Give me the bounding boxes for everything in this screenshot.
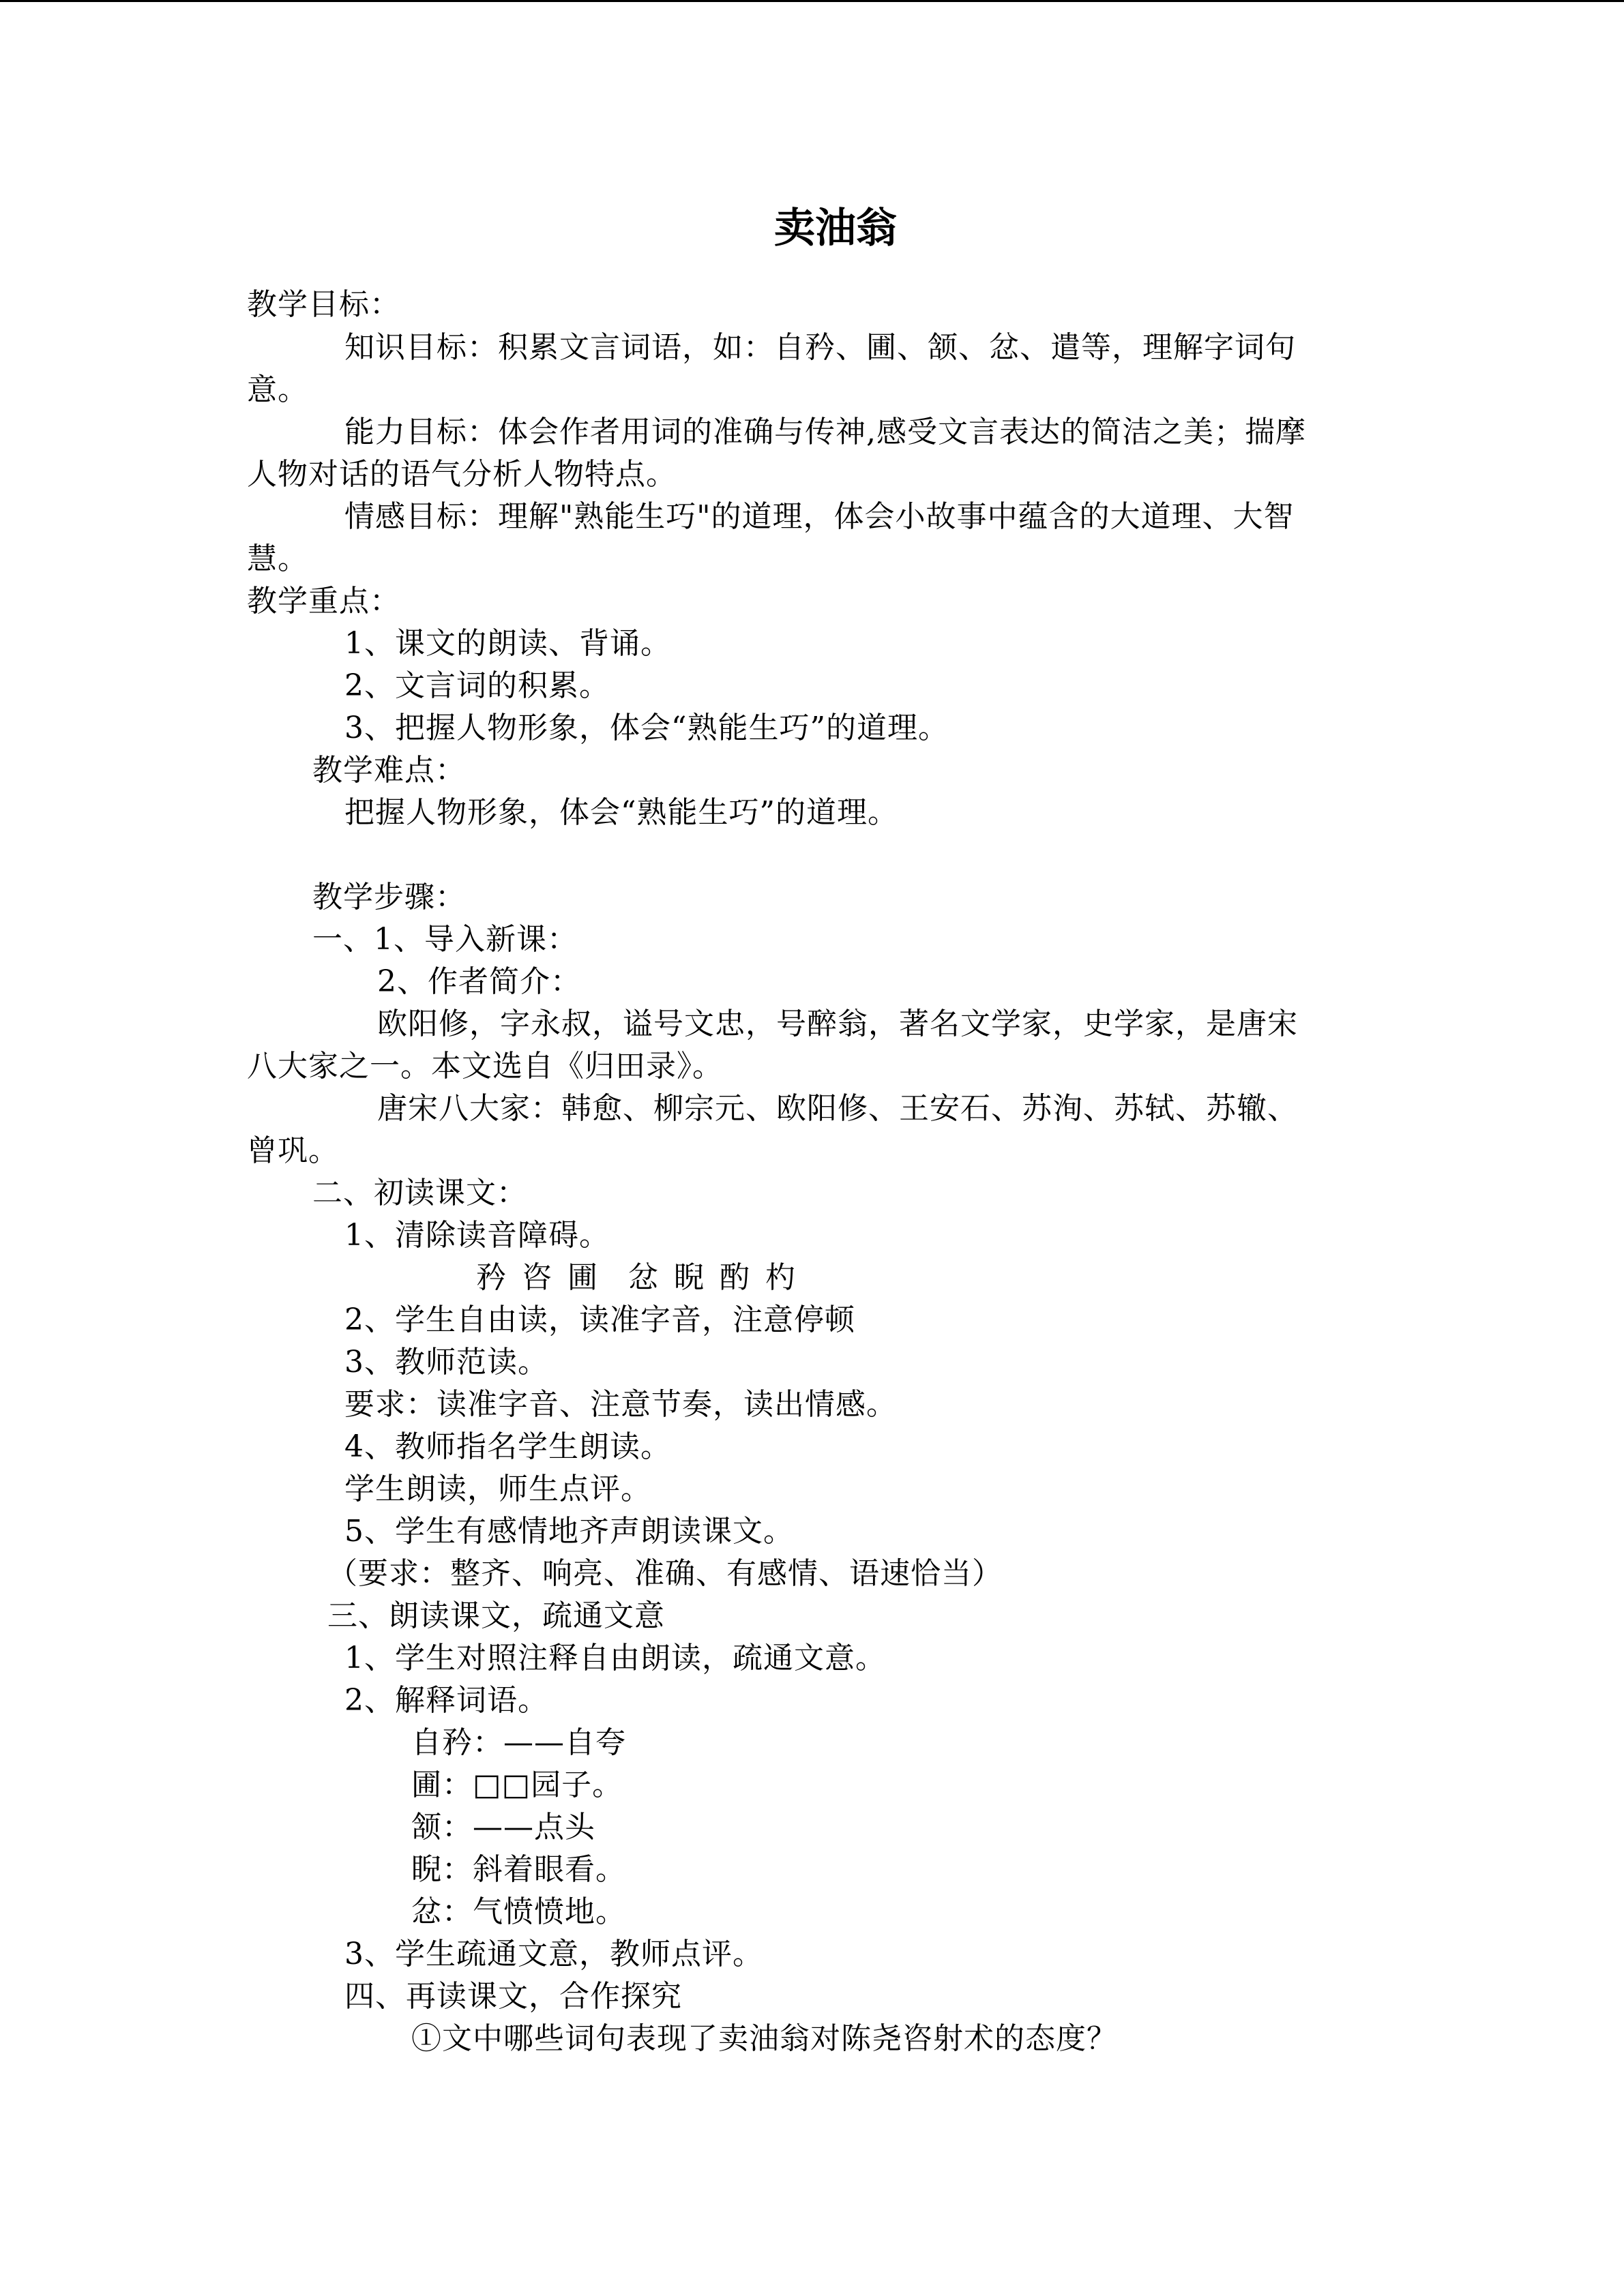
word-gloss: 圃：□□园子。 [411,1768,623,1802]
top-border-line [0,0,1624,2]
step2-named-reading: 4、教师指名学生朗读。 [344,1429,671,1464]
author-bio-line1: 欧阳修，字永叔，谥号文忠，号醉翁，著名文学家，史学家，是唐宋 [377,1007,1298,1041]
word-gloss: 自矜：——自夸 [411,1725,626,1760]
pronunciation-char: 酌 [720,1260,750,1295]
objective-emotion-line2: 慧。 [247,541,308,576]
key-point-item: 2、文言词的积累。 [344,668,610,703]
step4-heading: 四、再读课文，合作探究 [344,1979,682,2014]
pronunciation-char: 杓 [765,1260,796,1295]
pronunciation-characters [476,1260,811,1295]
step2-heading: 二、初读课文： [312,1176,527,1210]
word-gloss: 颔：——点头 [411,1810,595,1845]
step2-clear-pronunciation: 1、清除读音障碍。 [344,1218,610,1253]
key-point-item: 1、课文的朗读、背诵。 [344,626,671,661]
step1-author-heading: 2、作者简介： [377,964,581,999]
step3-review: 3、学生疏通文意，教师点评。 [344,1937,763,1971]
step2-free-reading: 2、学生自由读，读准字音，注意停顿 [344,1302,855,1337]
difficulty-text: 把握人物形象，体会“熟能生巧”的道理。 [344,795,898,830]
objective-knowledge-line1: 知识目标：积累文言词语，如：自矜、圃、颔、忿、遣等，理解字词句 [344,330,1296,365]
pronunciation-char: 睨 [674,1260,705,1295]
difficulty-heading: 教学难点： [312,753,466,788]
step2-chorus-reading: 5、学生有感情地齐声朗读课文。 [344,1514,794,1549]
step4-question-1: ①文中哪些词句表现了卖油翁对陈尧咨射术的态度？ [411,2021,1117,2056]
word-gloss: 睨：斜着眼看。 [411,1852,626,1887]
pronunciation-char: 圃 [567,1260,598,1295]
step3-heading: 三、朗读课文，疏通文意 [327,1598,665,1633]
steps-heading: 教学步骤： [312,880,466,914]
word-gloss: 忿：气愤愤地。 [411,1894,626,1929]
key-point-item: 3、把握人物形象，体会“熟能生巧”的道理。 [344,711,949,745]
step2-requirement: 要求：读准字音、注意节奏，读出情感。 [344,1387,897,1422]
objective-ability-line2: 人物对话的语气分析人物特点。 [247,457,677,492]
pronunciation-char: 咨 [522,1260,552,1295]
step2-chorus-requirement: （要求：整齐、响亮、准确、有感情、语速恰当） [327,1556,1003,1591]
pronunciation-char: 忿 [628,1260,659,1295]
key-points-heading: 教学重点： [247,584,400,618]
step1-intro: 一、1、导入新课： [312,922,578,957]
eight-masters-line1: 唐宋八大家：韩愈、柳宗元、欧阳修、王安石、苏洵、苏轼、苏辙、 [377,1091,1298,1126]
objective-knowledge-line2: 意。 [247,372,308,407]
objective-ability-line1: 能力目标：体会作者用词的准确与传神,感受文言表达的简洁之美；揣摩 [344,415,1306,449]
objectives-heading: 教学目标： [247,287,400,322]
step2-teacher-model: 3、教师范读。 [344,1345,548,1380]
step3-explain-words: 2、解释词语。 [344,1683,548,1718]
step3-annotation-reading: 1、学生对照注释自由朗读，疏通文意。 [344,1641,886,1675]
step2-evaluation: 学生朗读，师生点评。 [344,1472,651,1506]
objective-emotion-line1: 情感目标：理解"熟能生巧"的道理，体会小故事中蕴含的大道理、大智 [344,499,1295,534]
page-title: 卖油翁 [774,205,897,252]
eight-masters-line2: 曾巩。 [247,1133,339,1168]
author-bio-line2: 八大家之一。本文选自《归田录》。 [247,1049,723,1084]
pronunciation-char: 矜 [476,1260,507,1295]
